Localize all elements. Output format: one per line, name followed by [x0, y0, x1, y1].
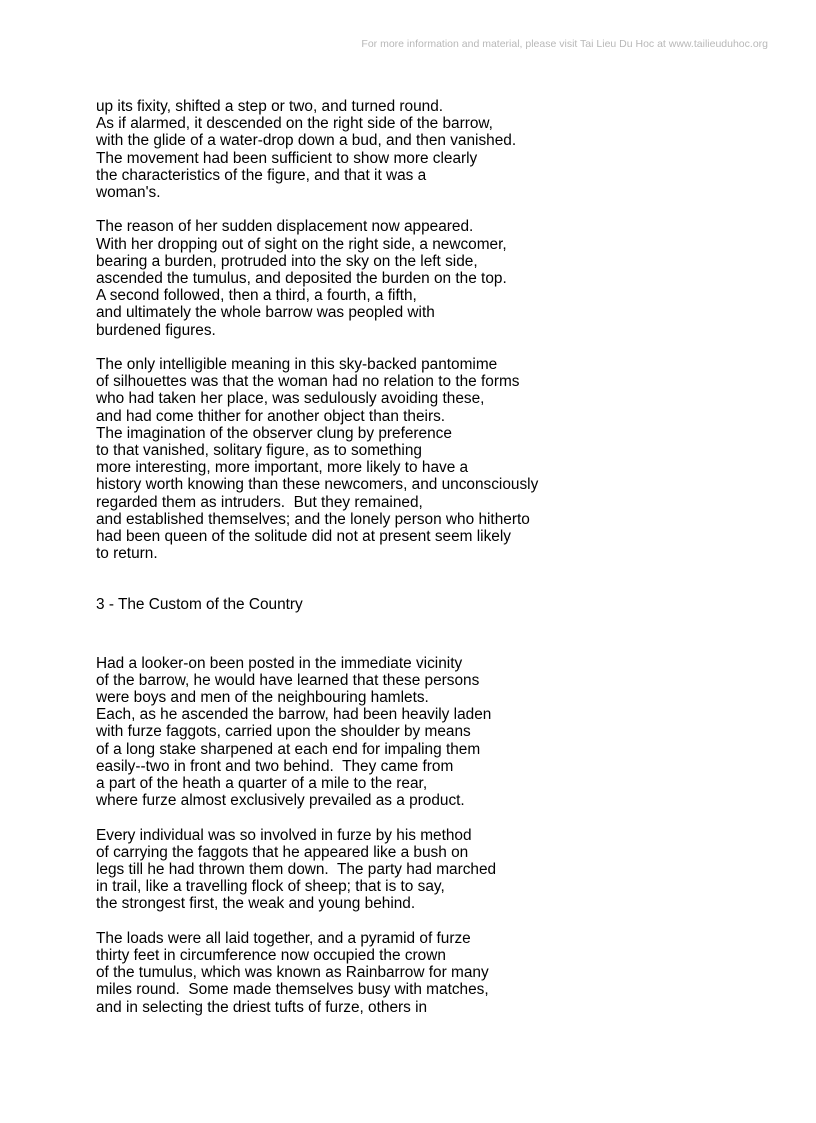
text-line: Had a looker-on been posted in the immediate vicinity — [96, 654, 463, 672]
text-line: with the glide of a water-drop down a bud, and then vanished. — [96, 132, 517, 150]
text-line: and ultimately the whole barrow was peopled with — [96, 304, 435, 322]
text-line: of a long stake sharpened at each end for impaling them — [96, 740, 481, 758]
chapter-heading: 3 - The Custom of the Country — [96, 596, 303, 614]
paragraph-1 — [96, 98, 786, 201]
text-line: burdened figures. — [96, 321, 216, 339]
text-line: Each, as he ascended the barrow, had been heavily laden — [96, 706, 492, 724]
text-line: Every individual was so involved in furze by his method — [96, 826, 472, 844]
text-line: and established themselves; and the lonely person who hitherto — [96, 510, 530, 528]
text-line: regarded them as intruders. But they remained, — [96, 493, 423, 511]
text-line: The loads were all laid together, and a pyramid of furze — [96, 929, 471, 947]
text-line: A second followed, then a third, a fourth, a fifth, — [96, 287, 417, 305]
text-line: miles round. Some made themselves busy with matches, — [96, 981, 489, 999]
text-line: and had come thither for another object than theirs. — [96, 407, 446, 425]
text-line: of the tumulus, which was known as Rainbarrow for many — [96, 964, 489, 982]
text-line: As if alarmed, it descended on the right side of the barrow, — [96, 115, 493, 133]
paragraph-5 — [96, 827, 786, 913]
text-line: legs till he had thrown them down. The party had marched — [96, 861, 497, 879]
paragraph-2 — [96, 218, 786, 338]
text-line: of the barrow, he would have learned that these persons — [96, 671, 480, 689]
text-line: of silhouettes was that the woman had no relation to the forms — [96, 373, 520, 391]
text-line: to return. — [96, 545, 158, 563]
text-line: and in selecting the driest tufts of furze, others in — [96, 998, 428, 1016]
text-line: where furze almost exclusively prevailed as a product. — [96, 792, 465, 810]
text-line: woman's. — [96, 184, 161, 202]
text-line: to that vanished, solitary figure, as to something — [96, 442, 422, 460]
text-line: The imagination of the observer clung by preference — [96, 424, 452, 442]
text-line: The reason of her sudden displacement now appeared. — [96, 218, 474, 236]
text-line: the strongest first, the weak and young behind. — [96, 895, 416, 913]
paragraph-6 — [96, 930, 786, 1016]
text-line: with furze faggots, carried upon the shoulder by means — [96, 723, 471, 741]
text-line: ascended the tumulus, and deposited the burden on the top. — [96, 270, 507, 288]
text-line: easily--two in front and two behind. They came from — [96, 757, 454, 775]
text-line: more interesting, more important, more likely to have a — [96, 459, 469, 477]
text-line: who had taken her place, was sedulously avoiding these, — [96, 390, 485, 408]
text-line: The movement had been sufficient to show more clearly — [96, 149, 478, 167]
text-line: The only intelligible meaning in this sky-backed pantomime — [96, 356, 498, 374]
paragraph-4 — [96, 655, 786, 810]
text-line: in trail, like a travelling flock of sheep; that is to say, — [96, 878, 445, 896]
text-line: bearing a burden, protruded into the sky on the left side, — [96, 252, 478, 270]
paragraph-3 — [96, 356, 786, 562]
text-line: had been queen of the solitude did not at present seem likely — [96, 528, 511, 546]
text-line: up its fixity, shifted a step or two, and turned round. — [96, 98, 444, 115]
text-line: of carrying the faggots that he appeared like a bush on — [96, 843, 469, 861]
text-line: thirty feet in circumference now occupied the crown — [96, 947, 446, 965]
page-body — [96, 98, 786, 1033]
text-line: a part of the heath a quarter of a mile to the rear, — [96, 775, 428, 793]
header-watermark-note: For more information and material, please visit Tai Lieu Du Hoc at www.tailieuduhoc.org — [361, 38, 768, 50]
text-line: history worth knowing than these newcomers, and unconsciously — [96, 476, 539, 494]
text-line: were boys and men of the neighbouring hamlets. — [96, 689, 429, 707]
text-line: the characteristics of the figure, and that it was a — [96, 166, 427, 184]
text-line: With her dropping out of sight on the right side, a newcomer, — [96, 235, 507, 253]
